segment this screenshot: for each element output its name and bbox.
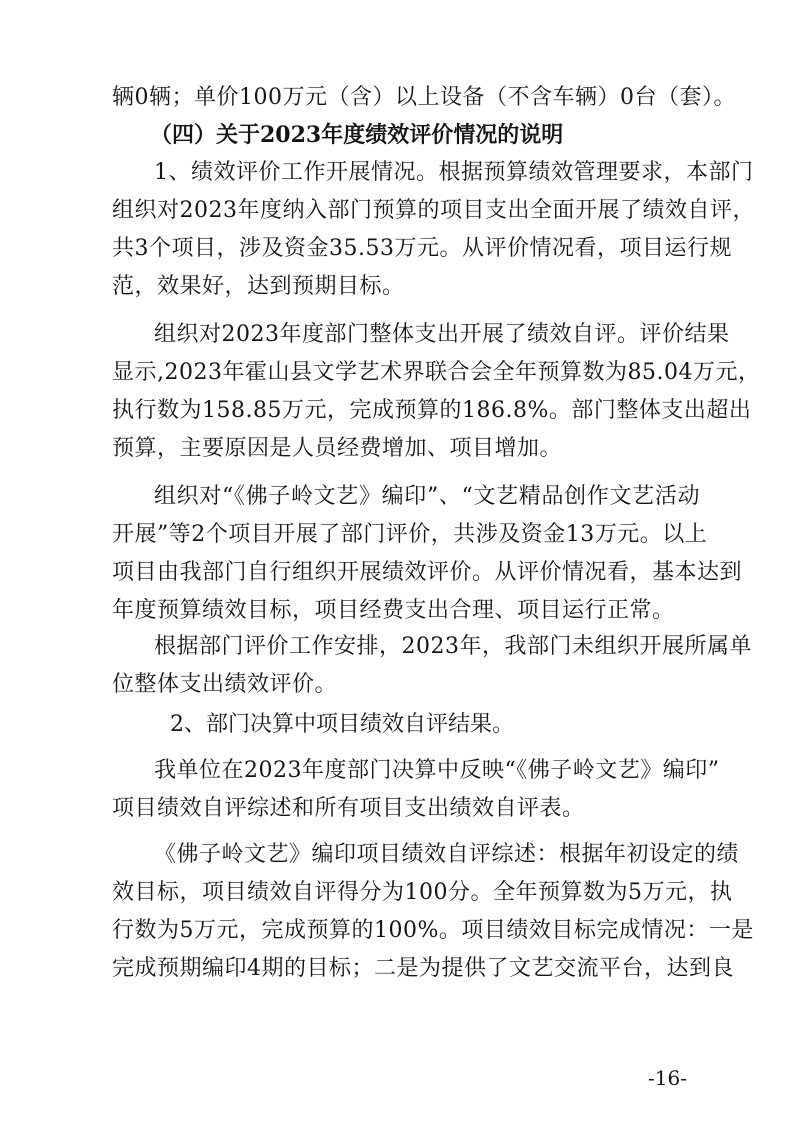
paragraph-line: 1、绩效评价工作开展情况。根据预算绩效管理要求，本部门 — [154, 160, 754, 185]
paragraph-line: 组织对2023年度部门整体支出开展了绩效自评。评价结果 — [154, 322, 730, 347]
paragraph-line: 组织对“《佛子岭文艺》编印”、“文艺精品创作文艺活动 — [154, 484, 700, 509]
paragraph-line: 辆0辆；单价100万元（含）以上设备（不含车辆）0台（套）。 — [112, 85, 736, 110]
paragraph-line: 共3个项目，涉及资金35.53万元。从评价情况看，项目运行规 — [112, 236, 732, 261]
paragraph-line: 我单位在2023年度部门决算中反映“《佛子岭文艺》编印” — [154, 758, 720, 783]
paragraph-line: 显示,2023年霍山县文学艺术界联合会全年预算数为85.04万元， — [112, 360, 761, 385]
paragraph-line: 开展”等2个项目开展了部门评价，共涉及资金13万元。以上 — [112, 522, 708, 547]
paragraph-line: 范，效果好，达到预期目标。 — [112, 274, 405, 299]
paragraph-line: 组织对2023年度纳入部门预算的项目支出全面开展了绩效自评， — [112, 198, 755, 223]
paragraph-line: 年度预算绩效目标，项目经费支出合理、项目运行正常。 — [112, 598, 675, 623]
paragraph-line: 效目标，项目绩效自评得分为100分。全年预算数为5万元，执 — [112, 880, 733, 905]
paragraph-line: 项目绩效自评综述和所有项目支出绩效自评表。 — [112, 796, 585, 821]
paragraph-line: 《佛子岭文艺》编印项目绩效自评综述：根据年初设定的绩 — [154, 842, 740, 867]
paragraph-line: 根据部门评价工作安排，2023年，我部门未组织开展所属单 — [154, 634, 752, 659]
paragraph-line: 位整体支出绩效评价。 — [112, 672, 338, 697]
paragraph-line: 执行数为158.85万元，完成预算的186.8%。部门整体支出超出 — [112, 398, 752, 423]
subsection-heading: 2、部门决算中项目绩效自评结果。 — [170, 712, 514, 737]
paragraph-line: 项目由我部门自行组织开展绩效评价。从评价情况看，基本达到 — [112, 560, 743, 585]
paragraph-line: 行数为5万元，完成预算的100%。项目绩效目标完成情况：一是 — [112, 918, 754, 943]
section-heading: （四）关于2023年度绩效评价情况的说明 — [150, 122, 564, 148]
page-number: -16- — [648, 1066, 687, 1090]
paragraph-line: 预算，主要原因是人员经费增加、项目增加。 — [112, 436, 563, 461]
paragraph-line: 完成预期编印4期的目标；二是为提供了文艺交流平台，达到良 — [112, 956, 734, 981]
